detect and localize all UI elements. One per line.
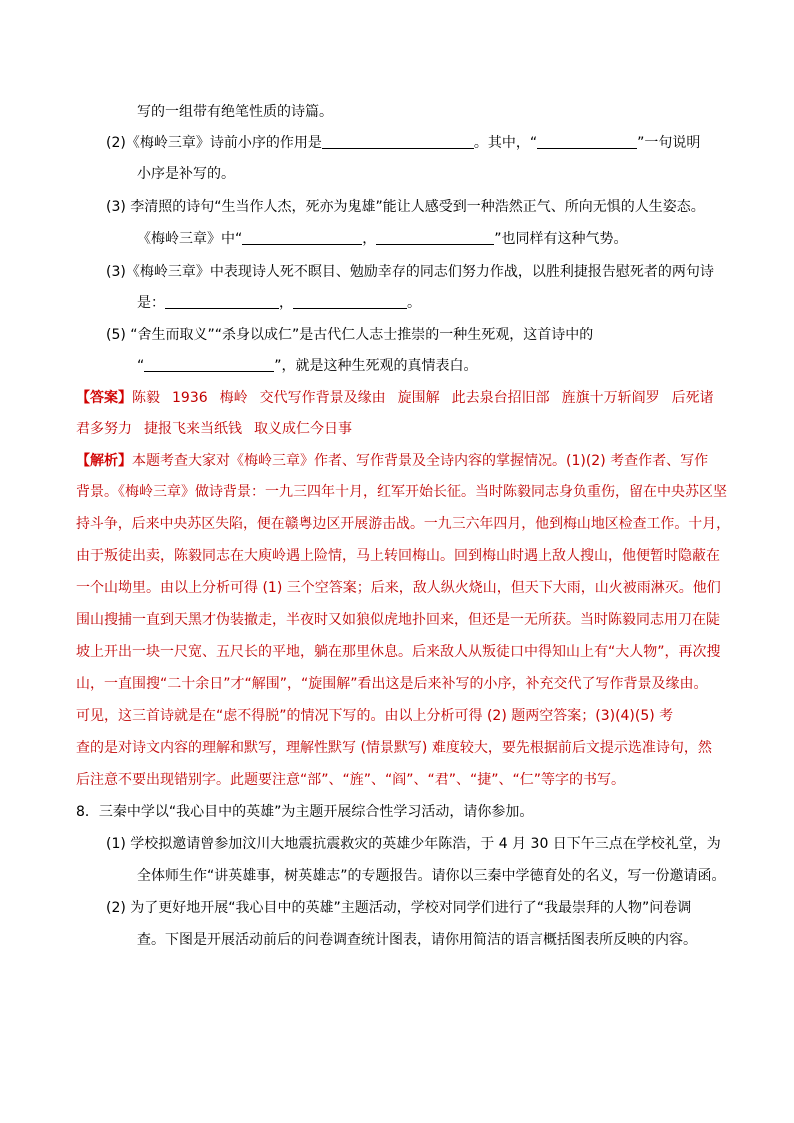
q7-sub3-line2 xyxy=(137,229,628,249)
answer-blank[interactable] xyxy=(293,294,407,309)
q8-sub2-line1: (2) 为了更好地开展“我心目中的英雄”主题活动，学校对同学们进行了“我最崇拜的人物”问卷调 xyxy=(106,900,692,916)
analysis-line8: 山，一直围搜“二十余日”才“解围”，“旋围解”看出这是后来补写的小序，补充交代了写作背景及缘由。 xyxy=(76,676,708,692)
answer-item: 捷报飞来当纸钱 xyxy=(144,421,242,437)
analysis-line7: 坡上开出一块一尺宽、五尺长的平地，躺在那里休息。后来敌人从叛徒口中得知山上有“大人物”，再次搜 xyxy=(76,644,721,660)
answer-item: 交代写作背景及缘由 xyxy=(259,390,386,406)
q7-sub2-text-a: (2)《梅岭三章》诗前小序的作用是 xyxy=(106,135,322,151)
analysis-line5: 一个山坳里。由以上分析可得 (1) 三个空答案；后来，敌人纵火烧山，但天下大雨，山火被雨淋灭。他们 xyxy=(76,580,721,596)
answer-blank[interactable] xyxy=(144,357,274,372)
analysis-line10: 查的是对诗文内容的理解和默写，理解性默写 (情景默写) 难度较大，要先根据前后文提示选准诗句，然 xyxy=(76,740,712,756)
q7-sub4-text-b: ， xyxy=(279,295,293,311)
analysis-line1 xyxy=(76,451,708,471)
q7-sub5-line1: (5) “舍生而取义”“杀身以成仁”是古代仁人志士推崇的一种生死观，这首诗中的 xyxy=(106,327,594,343)
answer-item: 1936 xyxy=(172,390,208,406)
answer-item: 旌旗十万斩阎罗 xyxy=(561,390,660,406)
q7-sub4-text-c: 。 xyxy=(407,295,421,311)
answer-blank[interactable] xyxy=(165,294,279,309)
analysis-line11: 后注意不要出现错别字。此题要注意“部”、“旌”、“阎”、“君”、“捷”、“仁”等字的书写。 xyxy=(76,772,626,788)
answer-line1 xyxy=(76,388,714,408)
answer-blank[interactable] xyxy=(322,134,474,149)
q7-sub3-line1: (3) 李清照的诗句“生当作人杰，死亦为鬼雄”能让人感受到一种浩然正气、所向无惧的人生姿态。 xyxy=(106,199,705,215)
answer-blank[interactable] xyxy=(242,230,362,245)
q7-sub3-text-b: ， xyxy=(362,231,377,247)
analysis-line2: 背景。《梅岭三章》做诗背景：一九三四年十月，红军开始长征。当时陈毅同志身负重伤，留在中央苏区坚 xyxy=(76,484,727,500)
answer-blank[interactable] xyxy=(537,134,637,149)
answer-item: 君多努力 xyxy=(76,421,132,437)
q8-sub1-line1: (1) 学校拟邀请曾参加汶川大地震抗震救灾的英雄少年陈浩，于 4 月 30 日下午三点在学校礼堂，为 xyxy=(106,836,721,852)
q8-stem: 8．三秦中学以“我心目中的英雄”为主题开展综合性学习活动，请你参加。 xyxy=(76,804,534,820)
answer-blank[interactable] xyxy=(376,230,494,245)
answer-item: 此去泉台招旧部 xyxy=(451,390,550,406)
q7-sub5-line2 xyxy=(137,356,478,376)
q7-sub4-text-a: 是： xyxy=(137,295,165,311)
q7-sub4-line2 xyxy=(137,293,421,313)
analysis-line6: 围山搜捕一直到天黑才伪装撤走，半夜时又如狼似虎地扑回来，但还是一无所获。当时陈毅同志用刀在陡 xyxy=(76,612,720,628)
q7-sub2-line1 xyxy=(106,133,700,153)
q8-sub2-line2: 查。下图是开展活动前后的问卷调查统计图表，请你用简洁的语言概括图表所反映的内容。 xyxy=(137,932,697,948)
q8-sub1-line2: 全体师生作“讲英雄事，树英雄志”的专题报告。请你以三秦中学德育处的名义，写一份邀请函。 xyxy=(137,868,726,884)
q7-sub2-text-b: 。其中，“ xyxy=(473,135,538,151)
q7-sub2-text-c: ”一句说明 xyxy=(637,135,701,151)
answer-item: 取义成仁今日事 xyxy=(254,421,352,437)
analysis-line4: 由于叛徒出卖，陈毅同志在大庾岭遇上险情，马上转回梅山。回到梅山时遇上敌人搜山，他便暂时隐蔽在 xyxy=(76,548,720,564)
answer-item: 梅岭 xyxy=(219,390,248,406)
answer-item: 后死诸 xyxy=(671,390,714,406)
answer-tag: 【答案】 xyxy=(76,390,132,406)
q7-line-intro: 写的一组带有绝笔性质的诗篇。 xyxy=(137,104,333,120)
analysis-tag: 【解析】 xyxy=(76,453,132,469)
analysis-line3: 持斗争，后来中央苏区失陷，便在赣粤边区开展游击战。一九三六年四月，他到梅山地区检查工作。十月， xyxy=(76,516,730,532)
answer-item: 陈毅 xyxy=(132,390,160,406)
answer-line2 xyxy=(76,419,352,439)
q7-sub2-line2: 小序是补写的。 xyxy=(137,166,235,182)
q7-sub4-line1: (3)《梅岭三章》中表现诗人死不瞑目、勉励幸存的同志们努力作战，以胜利捷报告慰死者的两句诗 xyxy=(106,264,714,280)
analysis-line9: 可见，这三首诗就是在“虑不得脱”的情况下写的。由以上分析可得 (2) 题两空答案；(3)(4)(5) 考 xyxy=(76,708,674,724)
analysis-text: 本题考查大家对《梅岭三章》作者、写作背景及全诗内容的掌握情况。(1)(2) 考查作者、写作 xyxy=(132,453,709,469)
q7-sub5-text-b: ”，就是这种生死观的真情表白。 xyxy=(274,358,478,374)
q7-sub5-text-a: “ xyxy=(137,358,145,374)
answer-item: 旋围解 xyxy=(397,390,440,406)
q7-sub3-text-c: ”也同样有这种气势。 xyxy=(494,231,628,247)
q7-sub3-text-a: 《梅岭三章》中“ xyxy=(137,231,243,247)
